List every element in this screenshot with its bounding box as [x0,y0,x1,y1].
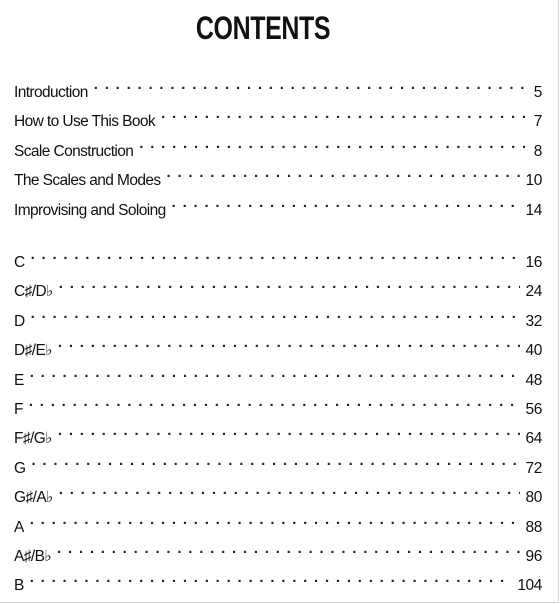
dot-leader [30,566,512,590]
dot-leader [29,390,520,414]
toc-sections [14,73,542,220]
toc-entry-key-a-sharp[interactable] [14,537,542,566]
dot-leader [172,191,520,215]
toc-entry-label: F [14,398,29,419]
toc-entry-label: E [14,369,30,390]
toc-entry-page: 56 [520,398,542,419]
toc-entry-key-a[interactable] [14,508,542,537]
toc-entry-label: A [14,516,30,537]
toc-entry-improvising[interactable] [14,191,542,220]
toc-entry-page: 16 [520,251,542,272]
toc-entry-label: F♯/G♭ [14,427,58,448]
dot-leader [94,73,528,97]
toc-entry-page: 48 [520,369,542,390]
toc-entry-key-c-sharp[interactable] [14,272,542,301]
toc-entry-key-f-sharp[interactable] [14,419,542,448]
toc-entry-key-e[interactable] [14,361,542,390]
toc-entry-label: G [14,457,31,478]
dot-leader [59,272,520,296]
dot-leader [167,161,520,185]
toc-entry-label: Improvising and Soloing [14,199,172,220]
toc-entry-label: B [14,574,30,595]
toc-entry-key-f[interactable] [14,390,542,419]
dot-leader [58,331,520,355]
toc-entry-page: 40 [520,339,542,360]
toc-entry-page: 32 [520,310,542,331]
toc-entry-how-to-use[interactable] [14,102,542,131]
dot-leader [59,478,520,502]
toc-entry-page: 24 [520,280,542,301]
toc-entry-label: How to Use This Book [14,110,161,131]
toc-entry-label: C♯/D♭ [14,280,59,301]
toc-entry-label: D♯/E♭ [14,339,58,360]
dot-leader [30,361,520,385]
toc-entry-label: G♯/A♭ [14,486,59,507]
toc-entry-label: A♯/B♭ [14,545,57,566]
toc-entry-page: 104 [511,574,542,595]
dot-leader [31,449,519,473]
toc-entry-page: 5 [528,81,542,102]
dot-leader [57,537,520,561]
page-title: CONTENTS [195,10,331,46]
toc-entry-label: Scale Construction [14,140,139,161]
dot-leader [30,508,520,532]
dot-leader [31,243,520,267]
toc-entry-label: D [14,310,31,331]
toc-entry-key-b[interactable] [14,566,542,595]
toc-entry-page: 72 [520,457,542,478]
toc-entry-page: 64 [520,427,542,448]
toc-entry-key-d[interactable] [14,302,542,331]
toc-entry-label: C [14,251,31,272]
toc-entry-page: 88 [520,516,542,537]
toc-entry-label: The Scales and Modes [14,169,167,190]
toc-entry-introduction[interactable] [14,73,542,102]
toc-entry-key-c[interactable] [14,243,542,272]
toc-entry-page: 8 [528,140,542,161]
toc-entry-key-d-sharp[interactable] [14,331,542,360]
dot-leader [31,302,520,326]
toc-keys [14,243,542,596]
toc-entry-key-g-sharp[interactable] [14,478,542,507]
toc-entry-page: 80 [520,486,542,507]
dot-leader [139,132,527,156]
toc-entry-page: 7 [528,110,542,131]
toc-entry-scales-modes[interactable] [14,161,542,190]
dot-leader [161,102,528,126]
toc-entry-page: 14 [520,199,542,220]
dot-leader [58,419,520,443]
toc-entry-scale-construction[interactable] [14,132,542,161]
toc-entry-page: 10 [520,169,542,190]
toc-entry-key-g[interactable] [14,449,542,478]
toc-entry-label: Introduction [14,81,94,102]
toc-entry-page: 96 [520,545,542,566]
